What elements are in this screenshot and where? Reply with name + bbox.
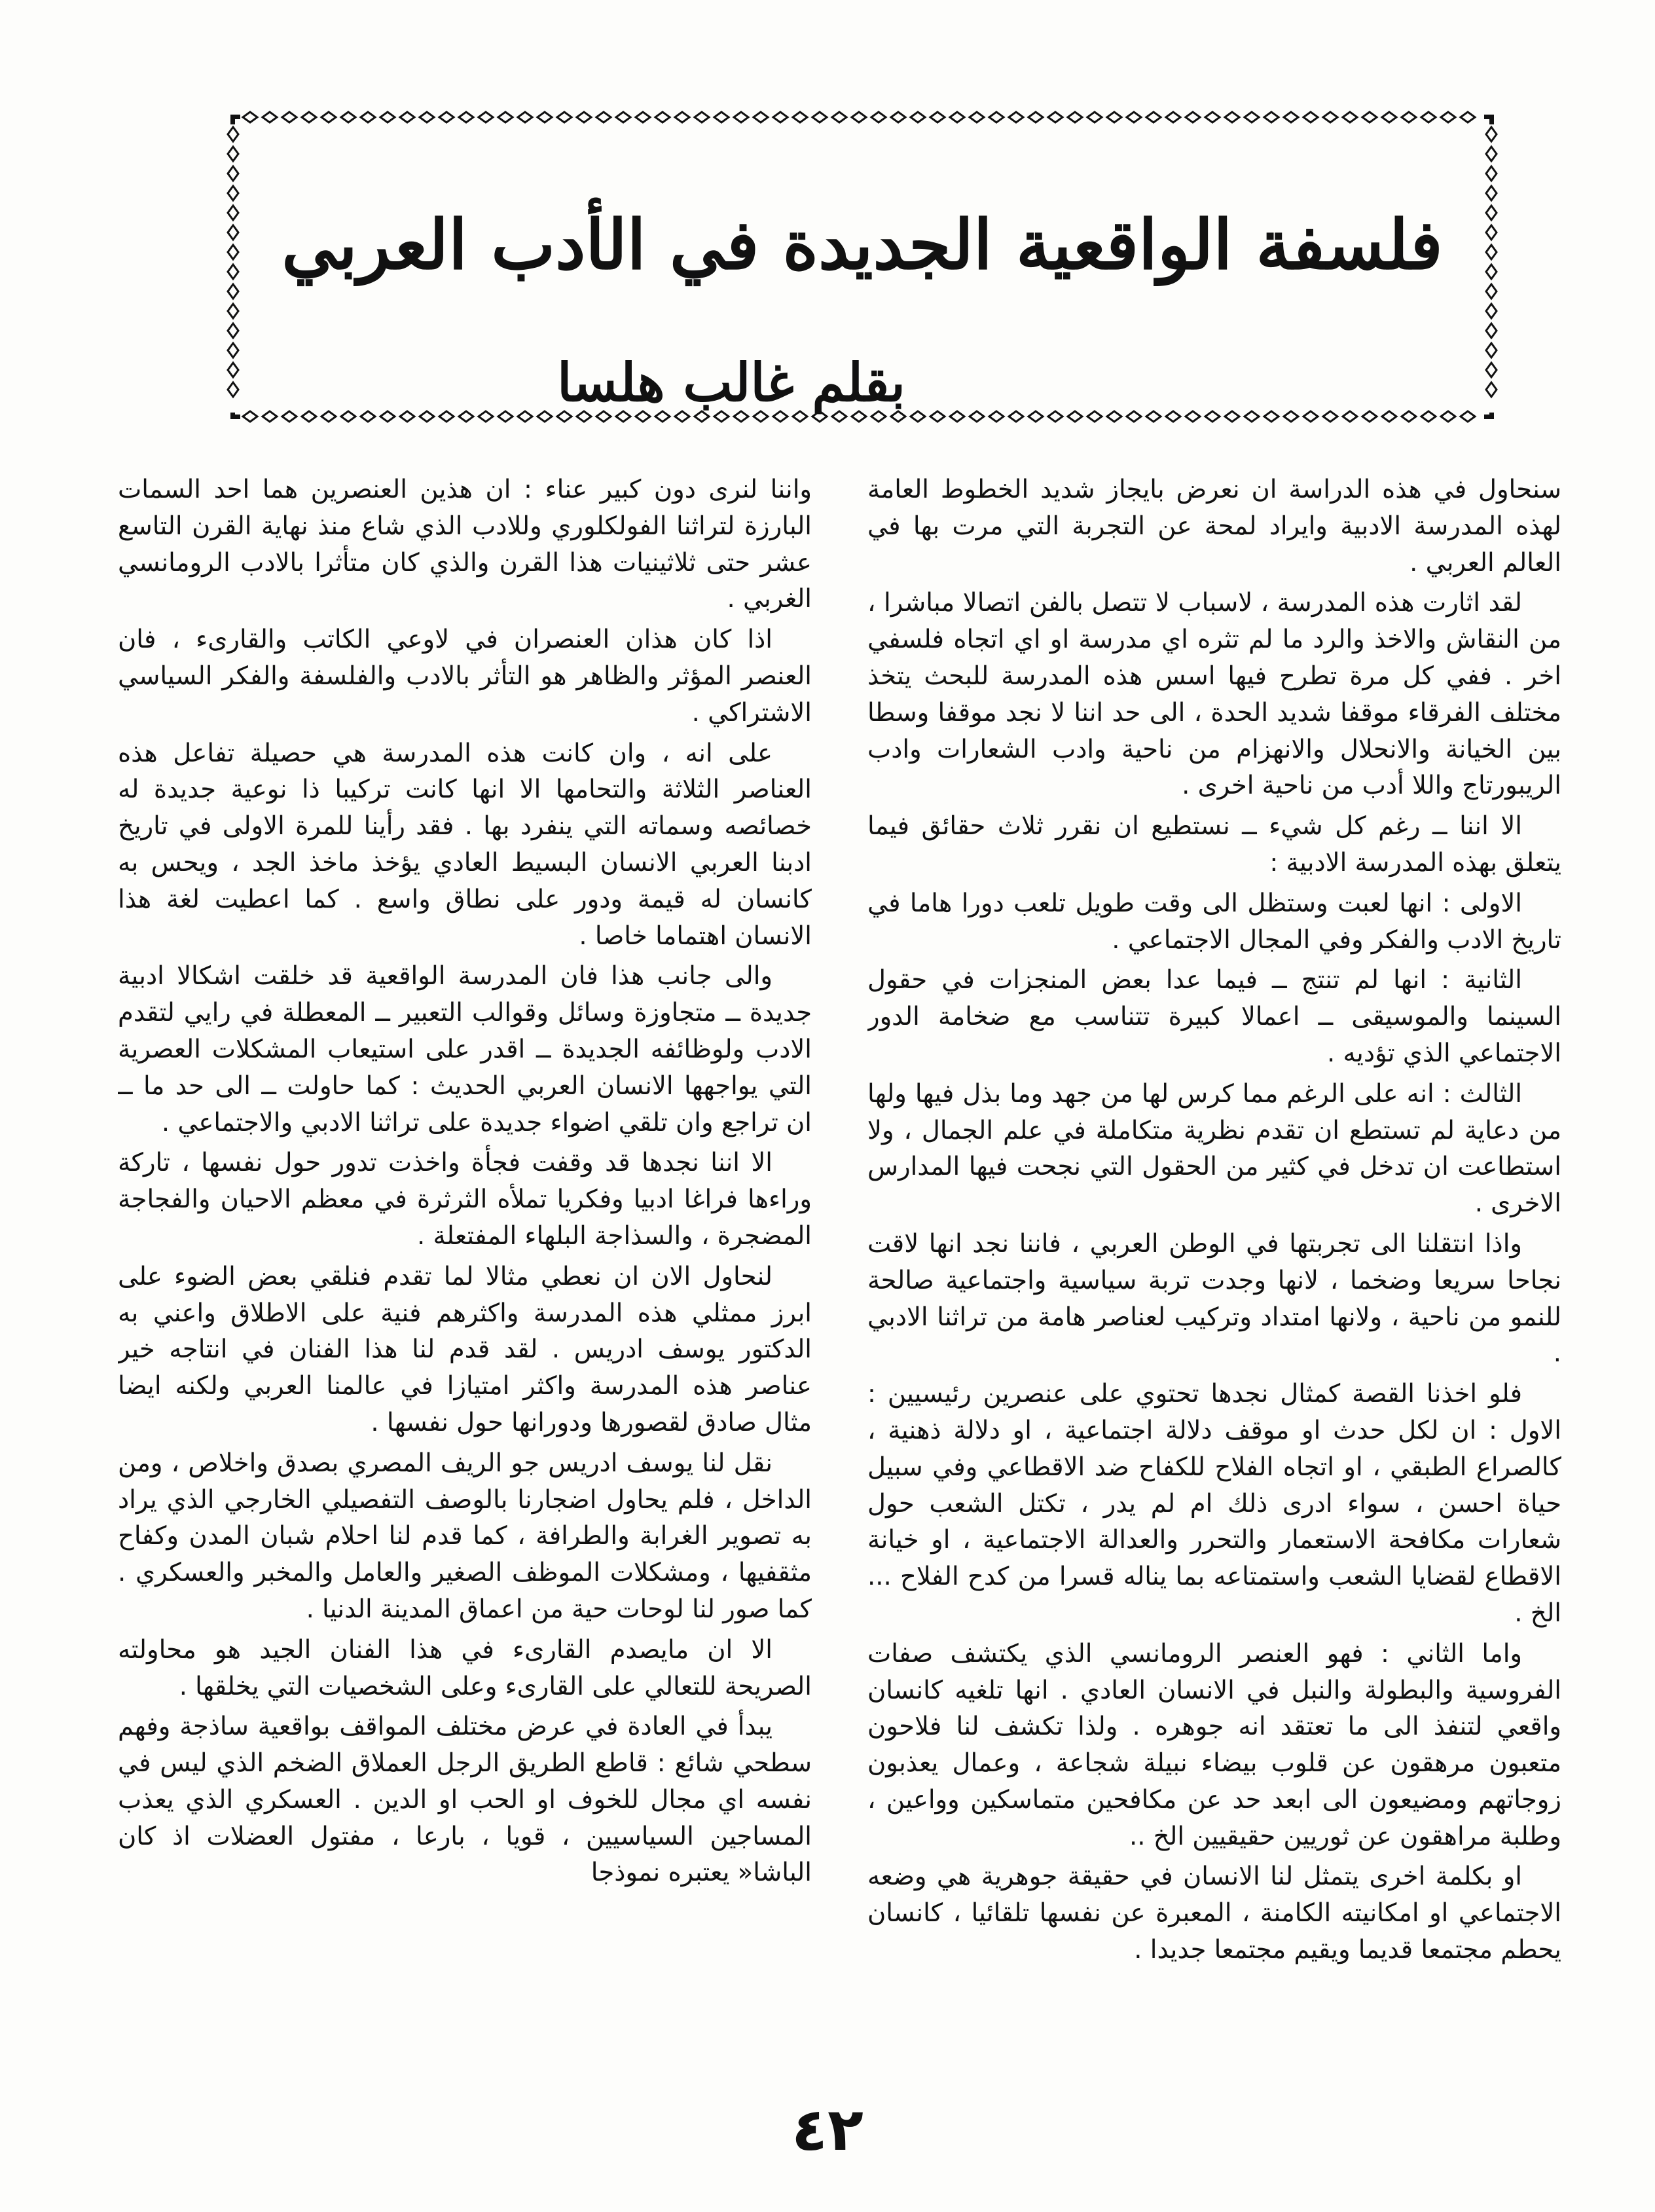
paragraph: لنحاول الان ان نعطي مثالا لما تقدم فنلقي بعض الضوء على ابرز ممثلي هذه المدرسة واكثرهم فنية على الاطلاق واعني به الدكتور يوسف ادريس . لقد قدم لنا هذا الفنان في انتاجه خير عناصر هذه المدرسة واكثر امتيازا في عالمنا العربي ولكنه ايضا مثال صادق لقصورها ودورانها حول نفسها . — [118, 1261, 812, 1437]
paragraph: الا اننا نجدها قد وقفت فجأة واخذت تدور حول نفسها ، تاركة وراءها فراغا ادبيا وفكريا تملأه الثرثرة في معظم الاحيان والفجاجة المضجرة ، والسذاجة البلهاء المفتعلة . — [118, 1148, 812, 1251]
paragraph: يبدأ في العادة في عرض مختلف المواقف بواقعية ساذجة وفهم سطحي شائع : قاطع الطريق الرجل العملاق الضخم الذي ليس في نفسه اي مجال للخوف او الحب او الدين . العسكري الذي يعذب المساجين السياسيين ، قويا ، بارعا ، مفتول العضلات اذ كان الباشا« يعتبره نموذجا — [118, 1712, 812, 1888]
paragraph: واننا لنرى دون كبير عناء : ان هذين العنصرين هما احد السمات البارزة لتراثنا الفولكلوري وللادب الذي شاع منذ نهاية القرن التاسع عشر حتى ثلاثينيات هذا القرن والذي كان متأثرا بالادب الرومانسي الغربي . — [118, 475, 812, 614]
paragraph: واذا انتقلنا الى تجربتها في الوطن العربي ، فاننا نجد انها لاقت نجاحا سريعا وضخما ، لانها وجدت تربة سياسية واجتماعية صالحة للنمو من ناحية ، ولانها امتداد وتركيب لعناصر هامة من تراثنا الادبي . — [867, 1228, 1561, 1369]
text-column-left — [118, 471, 812, 2082]
paragraph: والى جانب هذا فان المدرسة الواقعية قد خلقت اشكالا ادبية جديدة ــ متجاوزة وسائل وقوالب التعبير ــ المعطلة في رايي لتقدم الادب ولوظائفه الجديدة ــ اقدر على استيعاب المشكلات العصرية التي يواجهها الانسان العربي الحديث : كما حاولت ــ الى حد ما ــ ان تراجع وان تلقي اضواء جديدة على تراثنا الادبي والاجتماعي . — [118, 961, 812, 1137]
paragraph: نقل لنا يوسف ادريس جو الريف المصري بصدق واخلاص ، ومن الداخل ، فلم يحاول اضجارنا بالوصف التفصيلي الخارجي الذي يراد به تصوير الغرابة والطرافة ، كما قدم لنا احلام شبان المدن وكفاح مثقفيها ، ومشكلات الموظف الصغير والعامل والمخبر والعسكري . كما صور لنا لوحات حية من اعماق المدينة الدنيا . — [118, 1448, 812, 1624]
paragraph: الا اننا ــ رغم كل شيء ــ نستطيع ان نقرر ثلاث حقائق فيما يتعلق بهذه المدرسة الادبية : — [867, 811, 1561, 877]
paragraph: واما الثاني : فهو العنصر الرومانسي الذي يكتشف صفات الفروسية والبطولة والنبل في الانسان العادي . انها تلغيه كانسان واقعي لتنفذ الى ما تعتقد انه جوهره . ولذا تكشف لنا فلاحون متعبون مرهقون عن قلوب بيضاء نبيلة شجاعة ، وعمال يعذبون زوجاتهم ومضيعون الى ابعد حد عن مكافحين متماسكين وواعين ، وطلبة مراهقون عن ثوريين حقيقيين الخ .. — [867, 1638, 1561, 1851]
article-byline: بقلم غالب هلسا — [557, 352, 905, 413]
paragraph: او بكلمة اخرى يتمثل لنا الانسان في حقيقة جوهرية هي وضعه الاجتماعي او امكانيته الكامنة ، المعبرة عن نفسها تلقائيا ، كانسان يحطم مجتمعا قديما ويقيم مجتمعا جديدا . — [867, 1862, 1561, 1965]
page-number: ٤٢ — [791, 2095, 864, 2164]
paragraph: الا ان مايصدم القارىء في هذا الفنان الجيد هو محاولته الصريحة للتعالي على القارىء وعلى الشخصيات التي يخلقها . — [118, 1634, 812, 1701]
paragraph: لقد اثارت هذه المدرسة ، لاسباب لا تتصل بالفن اتصالا مباشرا ، من النقاش والاخذ والرد ما لم تثره اي مدرسة او اي اتجاه فلسفي اخر . ففي كل مرة تطرح فيها اسس هذه المدرسة للبحث يتخذ مختلف الفرقاء موقفا شديد الحدة ، الى حد اننا لا نجد موقفا وسطا بين الخيانة والانحلال والانهزام من ناحية وادب الشعارات وادب الريبورتاج واللا أدب من ناحية اخرى . — [867, 588, 1561, 801]
paragraph: الثالث : انه على الرغم مما كرس لها من جهد وما بذل فيها ولها من دعاية لم تستطع ان تقدم نظرية متكاملة في علم الجمال ، ولا استطاعت ان تدخل في كثير من الحقول التي نجحت فيها المدارس الاخرى . — [867, 1078, 1561, 1219]
paragraph: على انه ، وان كانت هذه المدرسة هي حصيلة تفاعل هذه العناصر الثلاثة والتحامها الا انها كانت تركيبا ذا نوعية جديدة له خصائصه وسماته التي ينفرد بها . فقد رأينا للمرة الاولى في تاريخ ادبنا العربي الانسان البسيط العادي يؤخذ ماخذ الجد ، ويحس به كانسان له قيمة ودور على نطاق واسع . كما اعطيت لغة هذا الانسان اهتماما خاصا . — [118, 738, 812, 951]
paragraph: اذا كان هذان العنصران في لاوعي الكاتب والقارىء ، فان العنصر المؤثر والظاهر هو التأثر بالادب والفلسفة والفكر السياسي الاشتراكي . — [118, 625, 812, 728]
paragraph: سنحاول في هذه الدراسة ان نعرض بايجاز شديد الخطوط العامة لهذه المدرسة الادبية وايراد لمحة عن التجربة التي مرت بها في العالم العربي . — [867, 475, 1561, 578]
article-title: فلسفة الواقعية الجديدة في الأدب العربي — [282, 204, 1443, 285]
paragraph: الاولى : انها لعبت وستظل الى وقت طويل تلعب دورا هاما في تاريخ الادب والفكر وفي المجال الاجتماعي . — [867, 888, 1561, 955]
frame-ornament-top — [240, 110, 1484, 124]
text-column-right — [867, 471, 1561, 2082]
paragraph: فلو اخذنا القصة كمثال نجدها تحتوي على عنصرين رئيسيين : الاول : ان لكل حدث او موقف دلالة اجتماعية ، او دلالة ذهنية ، كالصراع الطبقي ، او اتجاه الفلاح للكفاح ضد الاقطاعي وفي سبيل حياة احسن ، سواء ادرى ذلك ام لم يدر ، تكتل الشعب حول شعارات مكافحة الاستعمار والتحرر والعدالة الاجتماعية ، او خيانة الاقطاع لقضايا الشعب واستمتاعه بما يناله قسرا من كدح الفلاح ... الخ . — [867, 1379, 1561, 1628]
title-frame — [230, 115, 1494, 419]
paragraph: الثانية : انها لم تنتج ــ فيما عدا بعض المنجزات في حقول السينما والموسيقى ــ اعمالا كبيرة تتناسب مع ضخامة الدور الاجتماعي الذي تؤديه . — [867, 965, 1561, 1068]
